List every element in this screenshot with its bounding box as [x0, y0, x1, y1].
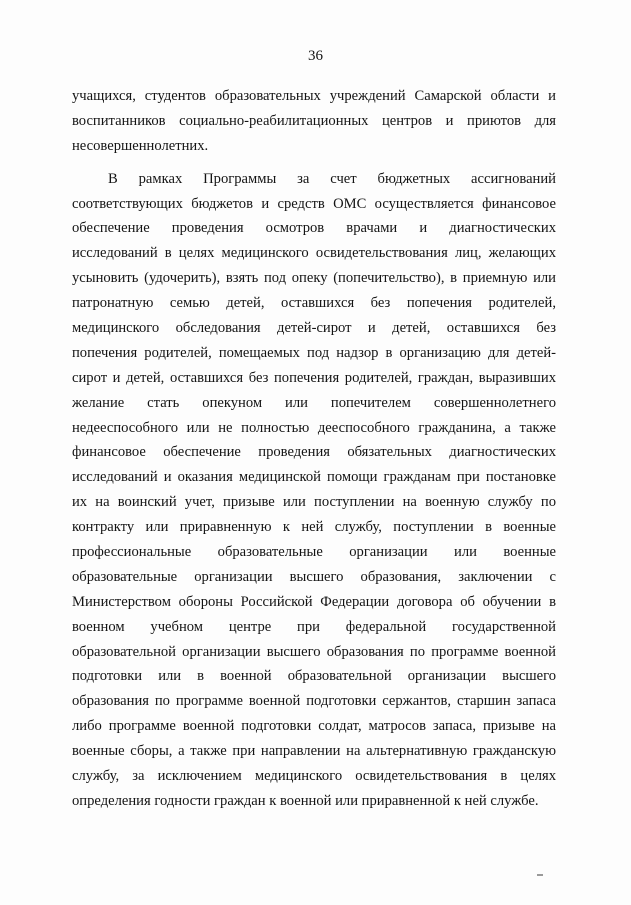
text-line: исследований в целях медицинского освидетельствования лиц, желающих: [72, 245, 556, 262]
paragraph-2: [72, 167, 556, 814]
text-line: подготовки или в военной образовательной организации высшего: [72, 668, 556, 685]
text-line: соответствующих бюджетов и средств ОМС осуществляется финансовое: [72, 195, 556, 212]
text-line: их на воинский учет, призыве или поступлении на военную службу по: [72, 494, 556, 511]
text-line: военные сборы, а также при направлении на альтернативную гражданскую: [72, 743, 556, 760]
text-line: сирот и детей, оставшихся без попечения родителей, граждан, выразивших: [72, 369, 556, 386]
scan-artifact: [537, 874, 543, 876]
text-line: несовершеннолетних.: [72, 137, 209, 154]
text-line: патронатную семью детей, оставшихся без попечения родителей,: [72, 295, 556, 312]
text-line: профессиональные образовательные организации или военные: [72, 544, 556, 561]
text-line: образования по программе военной подготовки сержантов, старшин запаса: [72, 693, 556, 710]
text-line: финансовое обеспечение проведения обязательных диагностических: [72, 444, 556, 461]
text-line: исследований и оказания медицинской помощи гражданам при постановке: [72, 469, 556, 486]
text-line: В рамках Программы за счет бюджетных ассигнований: [108, 170, 556, 187]
text-line: службу, за исключением медицинского освидетельствования в целях: [72, 768, 556, 785]
text-line: попечения родителей, помещаемых под надзор в организацию для детей-: [72, 344, 556, 361]
text-line: образовательной организации высшего образования по программе военной: [72, 643, 556, 660]
text-line: определения годности граждан к военной или приравненной к ней службе.: [72, 792, 539, 809]
text-line: обеспечение проведения осмотров врачами и диагностических: [72, 220, 556, 237]
text-line: недееспособного или не полностью дееспособного гражданина, а также: [72, 419, 556, 436]
text-line: военном учебном центре при федеральной государственной: [72, 618, 556, 635]
text-line: желание стать опекуном или попечителем совершеннолетнего: [72, 394, 556, 411]
body-text: [72, 84, 556, 814]
text-line: образовательные организации высшего образования, заключении с: [72, 568, 556, 585]
paragraph-1: [72, 84, 556, 159]
text-line: Министерством обороны Российской Федерации договора об обучении в: [72, 593, 556, 610]
page-number: 36: [308, 48, 323, 64]
text-line: усыновить (удочерить), взять под опеку (попечительство), в приемную или: [72, 270, 556, 287]
paragraph-gap: [72, 159, 556, 167]
text-line: либо программе военной подготовки солдат, матросов запаса, призыве на: [72, 718, 556, 735]
text-line: контракту или приравненную к ней службу, поступлении в военные: [72, 519, 556, 536]
text-line: учащихся, студентов образовательных учреждений Самарской области и: [72, 88, 556, 104]
text-line: медицинского обследования детей-сирот и детей, оставшихся без: [72, 320, 556, 337]
text-line: воспитанников социально-реабилитационных центров и приютов для: [72, 112, 556, 129]
